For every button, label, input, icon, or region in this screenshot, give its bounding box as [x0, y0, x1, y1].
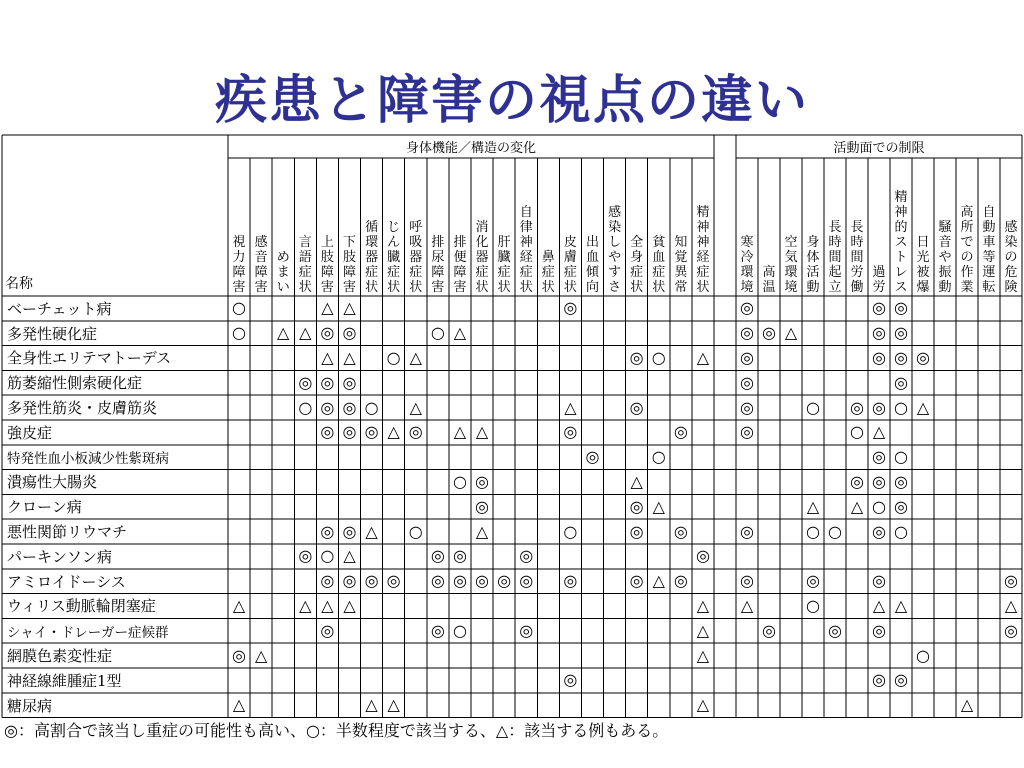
- table-cell-mark: ◎: [430, 571, 445, 591]
- body-column-header: 下 肢 障 害: [342, 235, 356, 295]
- table-cell-mark: ◎: [320, 422, 335, 442]
- table-cell-mark: ◎: [342, 372, 357, 392]
- row-name: 悪性関節リウマチ: [7, 523, 128, 542]
- table-cell-mark: △: [475, 422, 489, 442]
- table-cell-mark: ◎: [894, 670, 908, 690]
- table-cell-mark: △: [321, 595, 334, 615]
- row-name: 筋萎縮性側索硬化症: [7, 374, 143, 393]
- table-cell-mark: ◎: [232, 645, 247, 665]
- table-cell-mark: △: [343, 347, 356, 367]
- row-name: 強皮症: [7, 423, 53, 442]
- table-cell-mark: ◎: [872, 347, 886, 367]
- table-cell-mark: △: [453, 323, 467, 343]
- activity-column-header: 感 染 の 危 険: [1004, 220, 1018, 295]
- table-cell-mark: △: [277, 323, 290, 343]
- activity-column-header: 長 時 間 起 立: [828, 220, 842, 295]
- table-cell-mark: ○: [452, 471, 467, 491]
- table-cell-mark: △: [894, 595, 908, 615]
- table-cell-mark: ○: [651, 347, 666, 367]
- table-cell-mark: △: [343, 298, 356, 318]
- table-cell-mark: ◎: [342, 323, 357, 343]
- table-cell-mark: △: [564, 397, 577, 417]
- table-cell-mark: ◎: [320, 620, 335, 640]
- row-name: ウィリス動脈輪閉塞症: [7, 597, 156, 616]
- table-cell-mark: ◎: [762, 620, 776, 640]
- body-column-header: 自 律 神 経 症 状: [519, 205, 533, 295]
- activity-column-header: 日 光 被 爆: [916, 235, 930, 295]
- table-cell-mark: ○: [916, 645, 930, 665]
- body-column-header: 排 便 障 害: [453, 235, 467, 295]
- table-cell-mark: ◎: [475, 496, 490, 516]
- table-cell-mark: ◎: [916, 347, 930, 367]
- table-cell-mark: ◎: [342, 422, 357, 442]
- table-cell-mark: ○: [894, 447, 908, 467]
- table-cell-mark: △: [365, 521, 378, 541]
- table-cell-mark: ○: [408, 521, 423, 541]
- row-name: 多発性硬化症: [7, 324, 98, 343]
- body-column-header: 知 覚 異 常: [674, 235, 688, 295]
- table-cell-mark: ○: [563, 521, 578, 541]
- table-cell-mark: ◎: [497, 571, 512, 591]
- activity-column-header: 身 体 活 動: [806, 235, 820, 295]
- row-name: 多発性筋炎・皮膚筋炎: [7, 399, 158, 418]
- table-cell-mark: ◎: [475, 471, 490, 491]
- row-name: 網膜色素変性症: [7, 647, 113, 666]
- table-cell-mark: △: [475, 521, 489, 541]
- table-cell-mark: ◎: [320, 521, 335, 541]
- table-cell-mark: ◎: [629, 521, 644, 541]
- table-cell-mark: △: [232, 695, 246, 715]
- row-name: 潰瘍性大腸炎: [7, 473, 98, 492]
- footnote: ◎：高割合で該当し重症の可能性も高い、○：半数程度で該当する、△：該当する例もある。: [4, 721, 669, 740]
- table-cell-mark: ○: [232, 298, 247, 318]
- activity-column-header: 過 労: [872, 265, 886, 295]
- table-cell-mark: ◎: [894, 323, 908, 343]
- table-cell-mark: ◎: [740, 521, 754, 541]
- name-column-header: 名称: [5, 276, 33, 292]
- table-cell-mark: ◎: [806, 571, 820, 591]
- table-cell-mark: ◎: [452, 571, 467, 591]
- table-cell-mark: ○: [651, 447, 666, 467]
- table-cell-mark: ◎: [298, 372, 313, 392]
- table-cell-mark: △: [630, 471, 643, 491]
- table-cell-mark: △: [409, 397, 422, 417]
- table-cell-mark: ○: [894, 397, 908, 417]
- table-cell-mark: ○: [872, 496, 886, 516]
- table-cell-mark: △: [806, 496, 820, 516]
- table-cell-mark: ◎: [872, 447, 886, 467]
- table-cell-mark: △: [696, 645, 710, 665]
- table-cell-mark: ○: [364, 397, 379, 417]
- table-cell-mark: ◎: [828, 620, 842, 640]
- row-name: シャイ・ドレーガー症候群: [7, 624, 169, 641]
- table-cell-mark: ◎: [585, 447, 600, 467]
- row-name: 全身性エリテマトーデス: [7, 349, 172, 368]
- table-cell-mark: △: [916, 397, 930, 417]
- table-cell-mark: ○: [806, 521, 820, 541]
- row-name: クローン病: [7, 498, 82, 517]
- body-column-header: 呼 吸 器 症 状: [409, 220, 423, 295]
- table-cell-mark: ◎: [740, 397, 754, 417]
- table-cell-mark: △: [343, 595, 356, 615]
- table-cell-mark: ○: [894, 521, 908, 541]
- table-cell-mark: ◎: [629, 397, 644, 417]
- table-cell-mark: ◎: [298, 546, 313, 566]
- table-cell-mark: ◎: [872, 571, 886, 591]
- body-column-header: 視 力 障 害: [232, 235, 246, 295]
- table-cell-mark: ◎: [740, 323, 754, 343]
- table-cell-mark: △: [299, 323, 312, 343]
- table-cell-mark: ◎: [364, 571, 379, 591]
- table-cell-mark: ◎: [740, 422, 754, 442]
- row-name: 神経線維腫症1型: [7, 671, 122, 690]
- table-cell-mark: ◎: [386, 571, 401, 591]
- table-cell-mark: ◎: [740, 347, 754, 367]
- table-cell-mark: ◎: [452, 546, 467, 566]
- table-cell-mark: ◎: [872, 670, 886, 690]
- table-cell-mark: ◎: [475, 571, 490, 591]
- table-cell-mark: △: [696, 347, 710, 367]
- table-cell-mark: △: [872, 595, 886, 615]
- table-cell-mark: ◎: [762, 323, 776, 343]
- table-cell-mark: △: [387, 695, 400, 715]
- table-cell-mark: ◎: [872, 298, 886, 318]
- body-column-header: 感 染 し や す さ: [608, 205, 622, 295]
- activity-column-header: 寒 冷 環 境: [740, 235, 754, 295]
- table-cell-mark: ◎: [695, 546, 710, 566]
- table-cell-mark: △: [365, 695, 378, 715]
- table-cell-mark: ◎: [320, 372, 335, 392]
- table-cell-mark: ○: [320, 546, 335, 566]
- body-column-header: 言 語 症 状: [298, 235, 312, 295]
- activity-column-header: 高 所 で の 作 業: [960, 205, 974, 295]
- table-cell-mark: △: [321, 347, 334, 367]
- body-column-header: 肝 臓 症 状: [497, 235, 511, 295]
- table-cell-mark: △: [453, 422, 467, 442]
- body-column-header: じ ん 臓 症 状: [387, 220, 401, 295]
- table-cell-mark: ◎: [629, 496, 644, 516]
- table-cell-mark: ◎: [740, 372, 754, 392]
- table-cell-mark: △: [872, 422, 886, 442]
- table-cell-mark: ◎: [629, 347, 644, 367]
- table-cell-mark: △: [343, 546, 356, 566]
- row-name: アミロイドーシス: [7, 572, 126, 591]
- table-cell-mark: ○: [850, 422, 864, 442]
- activity-column-header: 騒 音 や 振 動: [938, 220, 952, 295]
- body-column-header: め ま い: [276, 250, 290, 295]
- table-cell-mark: △: [387, 422, 400, 442]
- table-cell-mark: ◎: [1004, 620, 1018, 640]
- table-cell-mark: △: [232, 595, 246, 615]
- table-cell-mark: ○: [232, 323, 247, 343]
- table-cell-mark: ◎: [364, 422, 379, 442]
- table-cell-mark: ◎: [872, 323, 886, 343]
- body-column-header: 上 肢 障 害: [320, 235, 334, 295]
- table-cell-mark: ◎: [872, 397, 886, 417]
- table-cell-mark: ◎: [408, 422, 423, 442]
- activity-column-header: 精 神 的 ス ト レ ス: [894, 190, 908, 295]
- table-cell-mark: ○: [386, 347, 401, 367]
- table-cell-mark: ◎: [519, 546, 534, 566]
- table-cell-mark: ◎: [850, 397, 864, 417]
- table-cell-mark: △: [740, 595, 754, 615]
- body-column-header: 出 血 傾 向: [585, 235, 599, 295]
- page-title: 疾患と障害の視点の違い: [214, 71, 809, 131]
- table-cell-mark: ○: [806, 397, 820, 417]
- table-cell-mark: ◎: [894, 471, 908, 491]
- table-cell-mark: △: [850, 496, 864, 516]
- table-cell-mark: ○: [452, 620, 467, 640]
- body-column-header: 全 身 症 状: [630, 235, 644, 295]
- table-cell-mark: ◎: [563, 298, 578, 318]
- table-cell-mark: △: [696, 595, 710, 615]
- table-cell-mark: ◎: [872, 620, 886, 640]
- row-name: パーキンソン病: [7, 547, 112, 566]
- table-cell-mark: ○: [828, 521, 842, 541]
- table-cell-mark: ◎: [872, 521, 886, 541]
- table-cell-mark: ◎: [894, 347, 908, 367]
- table-cell-mark: ◎: [850, 471, 864, 491]
- group-header-body-function: 身体機能／構造の変化: [405, 141, 536, 156]
- body-column-header: 精 神 神 経 症 状: [696, 205, 710, 295]
- group-header-activity-limit: 活動面での制限: [833, 141, 925, 156]
- table-cell-mark: ○: [298, 397, 313, 417]
- table-cell-mark: ◎: [563, 571, 578, 591]
- body-column-header: 貧 血 症 状: [652, 235, 666, 295]
- table-cell-mark: △: [652, 496, 665, 516]
- table-cell-mark: ○: [430, 323, 445, 343]
- table-cell-mark: △: [784, 323, 798, 343]
- table-cell-mark: ◎: [430, 546, 445, 566]
- table-cell-mark: ◎: [519, 620, 534, 640]
- table-cell-mark: ◎: [673, 422, 688, 442]
- table-cell-mark: △: [960, 695, 974, 715]
- body-column-header: 鼻 症 状: [541, 250, 555, 295]
- activity-column-header: 空 気 環 境: [784, 235, 798, 295]
- activity-column-header: 高 温: [762, 265, 776, 295]
- table-cell-mark: △: [696, 695, 710, 715]
- table-cell-mark: ◎: [563, 670, 578, 690]
- row-name: 糖尿病: [7, 696, 53, 715]
- table-cell-mark: ◎: [519, 571, 534, 591]
- body-column-header: 皮 膚 症 状: [563, 235, 577, 295]
- table-cell-mark: ◎: [342, 571, 357, 591]
- table-cell-mark: △: [254, 645, 268, 665]
- table-cell-mark: △: [1004, 595, 1018, 615]
- body-column-header: 消 化 器 症 状: [475, 220, 489, 295]
- table-cell-mark: △: [696, 620, 710, 640]
- table-cell-mark: ◎: [320, 571, 335, 591]
- activity-column-header: 長 時 間 労 働: [850, 220, 864, 295]
- table-cell-mark: ◎: [430, 620, 445, 640]
- table-cell-mark: ◎: [320, 397, 335, 417]
- table-cell-mark: △: [299, 595, 312, 615]
- activity-column-header: 自 動 車 等 運 転: [982, 205, 996, 295]
- table-cell-mark: △: [652, 571, 665, 591]
- table-cell-mark: ◎: [320, 323, 335, 343]
- table-cell-mark: ◎: [342, 521, 357, 541]
- table-cell-mark: ◎: [673, 521, 688, 541]
- body-column-header: 循 環 器 症 状: [365, 220, 379, 295]
- table-cell-mark: ○: [806, 595, 820, 615]
- row-name: ベーチェット病: [7, 299, 112, 318]
- table-cell-mark: ◎: [894, 298, 908, 318]
- table-cell-mark: △: [321, 298, 334, 318]
- body-column-header: 排 尿 障 害: [431, 235, 445, 295]
- table-cell-mark: ◎: [1004, 571, 1018, 591]
- table-cell-mark: ◎: [563, 422, 578, 442]
- table-cell-mark: ◎: [629, 571, 644, 591]
- table-cell-mark: ◎: [342, 397, 357, 417]
- table-cell-mark: △: [409, 347, 422, 367]
- table-cell-mark: ◎: [894, 372, 908, 392]
- table-cell-mark: ◎: [740, 298, 754, 318]
- table-cell-mark: ◎: [673, 571, 688, 591]
- table-cell-mark: ◎: [872, 471, 886, 491]
- table-cell-mark: ◎: [894, 496, 908, 516]
- row-name: 特発性血小板減少性紫斑病: [7, 451, 169, 468]
- body-column-header: 感 音 障 害: [254, 235, 268, 295]
- table-cell-mark: ◎: [740, 571, 754, 591]
